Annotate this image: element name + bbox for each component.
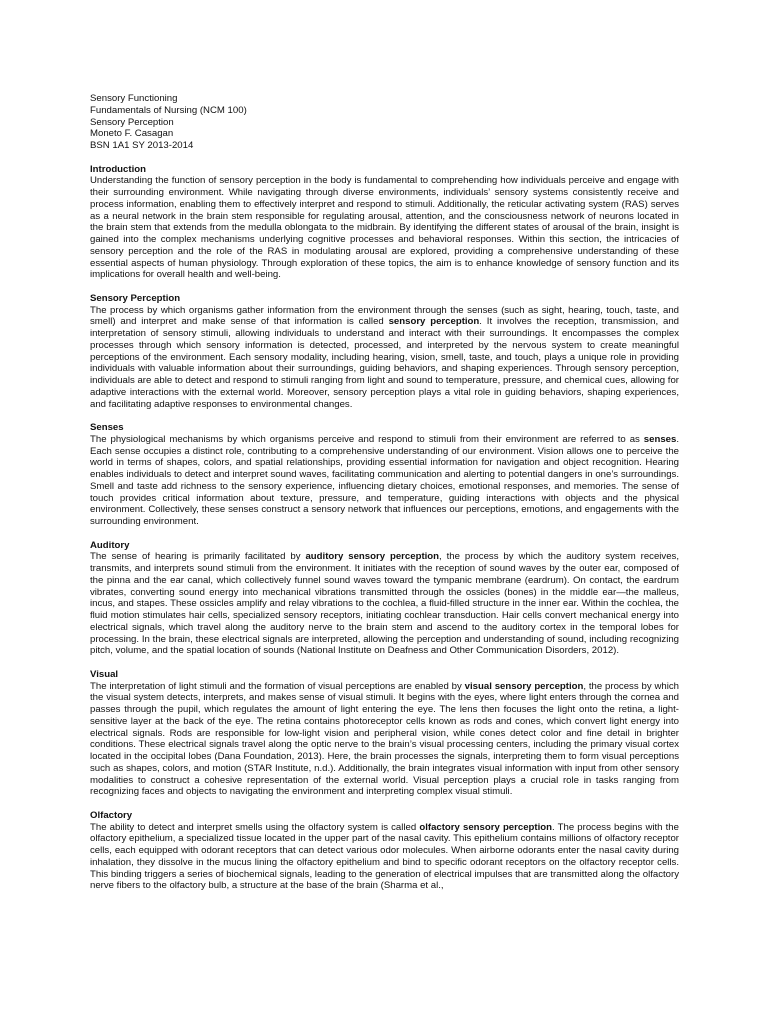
header-class-year: BSN 1A1 SY 2013-2014	[90, 140, 194, 151]
section-heading: Introduction	[90, 163, 146, 175]
section-heading: Senses	[90, 422, 124, 433]
section-heading: Visual	[90, 668, 119, 680]
key-term: visual sensory perception	[464, 680, 584, 692]
section-paragraph	[90, 681, 679, 799]
section-auditory	[90, 540, 679, 658]
document-page	[90, 93, 679, 892]
section-visual	[90, 669, 679, 798]
paragraph-text: The physiological mechanisms by which organisms perceive and respond to stimuli from their environment are referred to as	[90, 433, 644, 445]
paragraph-text: , the process by which the auditory system receives, transmits, and interprets sound stimuli from the environment. It initiates with the reception of sound waves by the outer ear, composed of the pinna and the ear canal, which collectively funnel sound waves toward the tympanic membrane (eardrum). On contact, the eardrum vibrates, converting sound energy into mechanical vibrations transmitted through the ossicles (bones) in the middle ear—the malleus, incus, and stapes. These ossicles amplify and relay vibrations to the cochlea, a fluid-filled structure in the inner ear. Within the cochlea, the fluid motion stimulates hair cells, specialized sensory receptors, initiating cochlear transduction. Hair cells convert mechanical energy into electrical signals, which travel along the auditory nerve to the brain stem and ascend to the auditory cortex in the temporal lobes for processing. In the brain, these electrical signals are interpreted, allowing the perception and understanding of sound, including recognizing pitch, volume, and the spatial location of sounds (National Institute on Deafness and Other Communication Disorders, 2012).	[90, 551, 680, 657]
section-heading: Olfactory	[90, 809, 133, 821]
section-olfactory	[90, 810, 679, 892]
document-header	[90, 93, 679, 152]
paragraph-text: . Each sense occupies a distinct role, contributing to a comprehensive understanding of our environment. Vision allows one to perceive the world in terms of shapes, colors, and spatial relationships, providing essential information for navigation and object recognition. Hearing enables individuals to detect and interpret sound waves, facilitating communication and alerting to potential dangers in one’s surroundings. Smell and taste add richness to the sensory experience, influencing dietary choices, emotional responses, and memories. The sense of touch provides critical information about texture, pressure, and temperature, guiding interactions with objects and the physical environment. Collectively, these senses construct a sensory network that influences our perceptions, emotions, and engagements with the surrounding environment.	[90, 433, 679, 527]
key-term: senses	[643, 433, 677, 445]
section-paragraph	[90, 175, 679, 281]
paragraph-text: . The process begins with the olfactory epithelium, a specialized tissue located in the upper part of the nasal cavity. This epithelium contains millions of olfactory receptor cells, each equipped with odorant receptors that can detect various odor molecules. When airborne odorants enter the nasal cavity during inhalation, they dissolve in the mucus lining the olfactory epithelium and bind to specific odorant receptors on the olfactory receptor cells. This binding triggers a series of biochemical signals, leading to the generation of electrical impulses that are transmitted along the olfactory nerve fibers to the olfactory bulb, a structure at the base of the brain (Sharma et al.,	[90, 821, 679, 892]
paragraph-text: The ability to detect and interpret smells using the olfactory system is called	[90, 821, 420, 833]
header-author: Moneto F. Casagan	[90, 128, 174, 140]
key-term: olfactory sensory perception	[419, 821, 552, 833]
section-heading: Sensory Perception	[90, 292, 181, 304]
key-term: auditory sensory perception	[305, 551, 440, 563]
paragraph-text: , the process by which the visual system detects, interprets, and makes sense of visual stimuli. It begins with the eyes, where light enters through the cornea and passes through the pupil, which regulates the amount of light entering the eye. The lens then focuses the light onto the retina, a light-sensitive layer at the back of the eye. The retina contains photoreceptor cells known as rods and cones, which convert light energy into electrical signals. Rods are responsible for low-light vision and peripheral vision, while cones detect color and fine detail in brighter conditions. These electrical signals travel along the optic nerve to the brain’s visual processing centers, including the primary visual cortex located in the occipital lobes (Dana Foundation, 2013). Here, the brain processes the signals, interpreting them to form visual perceptions such as shapes, colors, and motion (STAR Institute, n.d.). Additionally, the brain integrates visual information with input from other sensory modalities to construct a cohesive representation of the external world. Visual perception plays a crucial role in tasks ranging from recognizing faces and objects to navigating the environment and interpreting complex visual stimuli.	[90, 680, 679, 798]
section-paragraph	[90, 551, 679, 657]
paragraph-text: The process by which organisms gather information from the environment through the senses (such as sight, hearing, touch, taste, and smell) and interpret and make sense of that information is called	[90, 304, 679, 328]
section-paragraph	[90, 434, 679, 528]
section-introduction	[90, 164, 679, 282]
section-paragraph	[90, 822, 679, 893]
header-course-topic: Sensory Functioning	[90, 93, 178, 104]
section-senses	[90, 422, 679, 528]
section-heading: Auditory	[90, 539, 130, 551]
key-term: sensory perception	[388, 316, 480, 328]
paragraph-text: The sense of hearing is primarily facilitated by	[90, 551, 306, 563]
header-title: Sensory Perception	[90, 116, 174, 128]
header-course-name: Fundamentals of Nursing (NCM 100)	[90, 104, 247, 116]
section-sensory-perception	[90, 293, 679, 411]
paragraph-text: . It involves the reception, transmission, and interpretation of sensory stimuli, allowing individuals to understand and interact with their surroundings. It encompasses the complex processes through which sensory information is detected, processed, and interpreted by the nervous system to create meaningful perceptions of the environment. Each sensory modality, including hearing, vision, smell, taste, and touch, plays a unique role in providing individuals with valuable information about their surroundings, guiding behaviors, and shaping experiences. Through sensory perception, individuals are able to detect and respond to stimuli ranging from light and sound to temperature, pressure, and chemical cues, allowing for adaptive interactions with the external world. Moreover, sensory perception plays a vital role in guiding behaviors, shaping experiences, and facilitating adaptive responses to environmental changes.	[90, 316, 679, 410]
paragraph-text: Understanding the function of sensory perception in the body is fundamental to comprehending how individuals perceive and engage with their surrounding environment. While navigating through diverse environments, individuals’ sensory systems consistently receive and process information, enabling them to effectively interpret and respond to stimuli. Additionally, the reticular activating system (RAS) serves as a neural network in the brain stem responsible for regulating arousal, attention, and the consciousness network of neurons located in the brain stem that extends from the medulla oblongata to the midbrain. By identifying the different states of arousal of the brain, insight is gained into the complex mechanisms underlying cognitive processes and behavioral responses. Within this section, the intricacies of sensory perception and the role of the RAS in modulating arousal are explored, providing a comprehensive understanding of these essential aspects of human physiology. Through exploration of these topics, the aim is to enhance knowledge of sensory function and its implications for overall health and well-being.	[90, 175, 679, 281]
section-paragraph	[90, 305, 679, 411]
paragraph-text: The interpretation of light stimuli and the formation of visual perceptions are enabled by	[90, 680, 465, 692]
